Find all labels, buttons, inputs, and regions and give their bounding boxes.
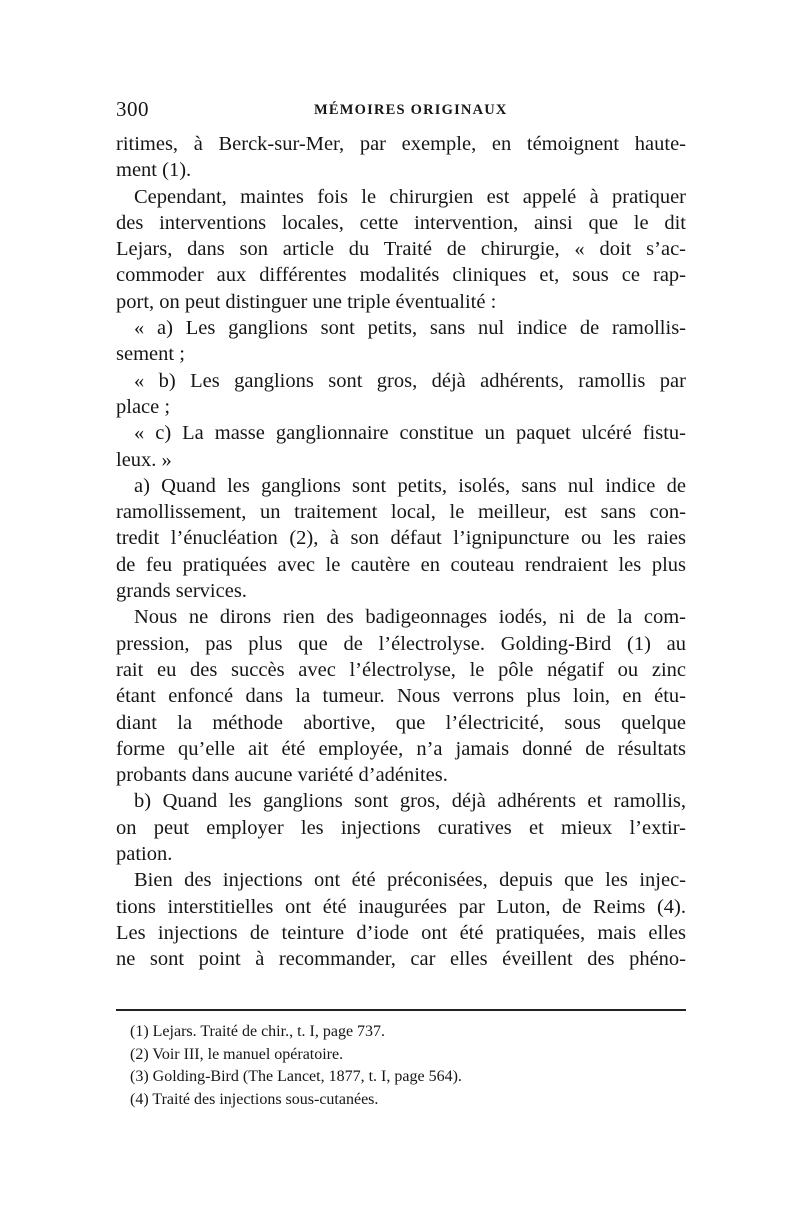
text-line: « c) La masse ganglionnaire constitue un paquet ulcéré fistu- — [134, 422, 686, 445]
text-line: on peut employer les injections curatives et mieux l’extir- — [116, 816, 686, 839]
text-line: ment (1). — [116, 159, 192, 182]
text-line: diant la méthode abortive, que l’électricité, sous quelque — [116, 711, 686, 734]
text-line: étant enfoncé dans la tumeur. Nous verrons plus loin, en étu- — [116, 685, 686, 708]
footnote: (2) Voir III, le manuel opératoire. — [130, 1045, 344, 1063]
text-line: b) Quand les ganglions sont gros, déjà adhérents et ramollis, — [134, 790, 686, 813]
text-line: rait eu des succès avec l’électrolyse, le pôle négatif ou zinc — [116, 658, 686, 681]
footnote: (4) Traité des injections sous-cutanées. — [130, 1090, 379, 1108]
running-title: MÉMOIRES ORIGINAUX — [314, 102, 508, 118]
text-line: sement ; — [116, 343, 185, 366]
text-line: des interventions locales, cette intervention, ainsi que le dit — [116, 211, 686, 234]
text-line: probants dans aucune variété d’adénites. — [116, 764, 448, 787]
text-line: Bien des injections ont été préconisées, depuis que les injec- — [134, 869, 686, 892]
text-line: pression, pas plus que de l’électrolyse. Golding-Bird (1) au — [116, 632, 686, 655]
text-line: place ; — [116, 395, 171, 418]
text-line: ne sont point à recommander, car elles éveillent des phéno- — [116, 948, 686, 971]
footnote: (1) Lejars. Traité de chir., t. I, page 737. — [130, 1023, 386, 1040]
text-line: Les injections de teinture d’iode ont été pratiquées, mais elles — [116, 921, 686, 944]
footnotes — [130, 1021, 670, 1111]
text-line: ramollissement, un traitement local, le meilleur, est sans con- — [116, 501, 686, 524]
text-line: grands services. — [116, 580, 247, 603]
text-line: de feu pratiquées avec le cautère en couteau rendraient les plus — [116, 553, 686, 576]
text-line: ritimes, à Berck-sur-Mer, par exemple, en témoignent haute- — [116, 133, 686, 155]
text-line: Lejars, dans son article du Traité de chirurgie, « doit s’ac- — [116, 238, 686, 261]
text-line: Cependant, maintes fois le chirurgien est appelé à pratiquer — [134, 185, 686, 208]
text-line: port, on peut distinguer une triple éventualité : — [116, 290, 497, 313]
text-line: a) Quand les ganglions sont petits, isolés, sans nul indice de — [134, 474, 686, 497]
text-line: tions interstitielles ont été inaugurées par Luton, de Reims (4). — [116, 895, 686, 918]
page-number: 300 — [116, 97, 149, 121]
text-line: leux. » — [116, 448, 172, 471]
text-line: « b) Les ganglions sont gros, déjà adhérents, ramollis par — [134, 369, 686, 392]
text-line: pation. — [116, 843, 173, 866]
text-line: Nous ne dirons rien des badigeonnages iodés, ni de la com- — [134, 606, 686, 629]
text-line: forme qu’elle ait été employée, n’a jamais donné de résultats — [116, 737, 686, 760]
body-text — [116, 131, 686, 973]
text-line: « a) Les ganglions sont petits, sans nul indice de ramollis- — [134, 317, 686, 340]
footnote-separator — [116, 1009, 686, 1011]
text-line: commoder aux différentes modalités cliniques et, sous ce rap- — [116, 264, 686, 287]
page-header — [116, 97, 686, 127]
text-line: tredit l’énucléation (2), à son défaut l’ignipuncture ou les raies — [116, 527, 686, 550]
footnote: (3) Golding-Bird (The Lancet, 1877, t. I, page 564). — [130, 1068, 462, 1085]
